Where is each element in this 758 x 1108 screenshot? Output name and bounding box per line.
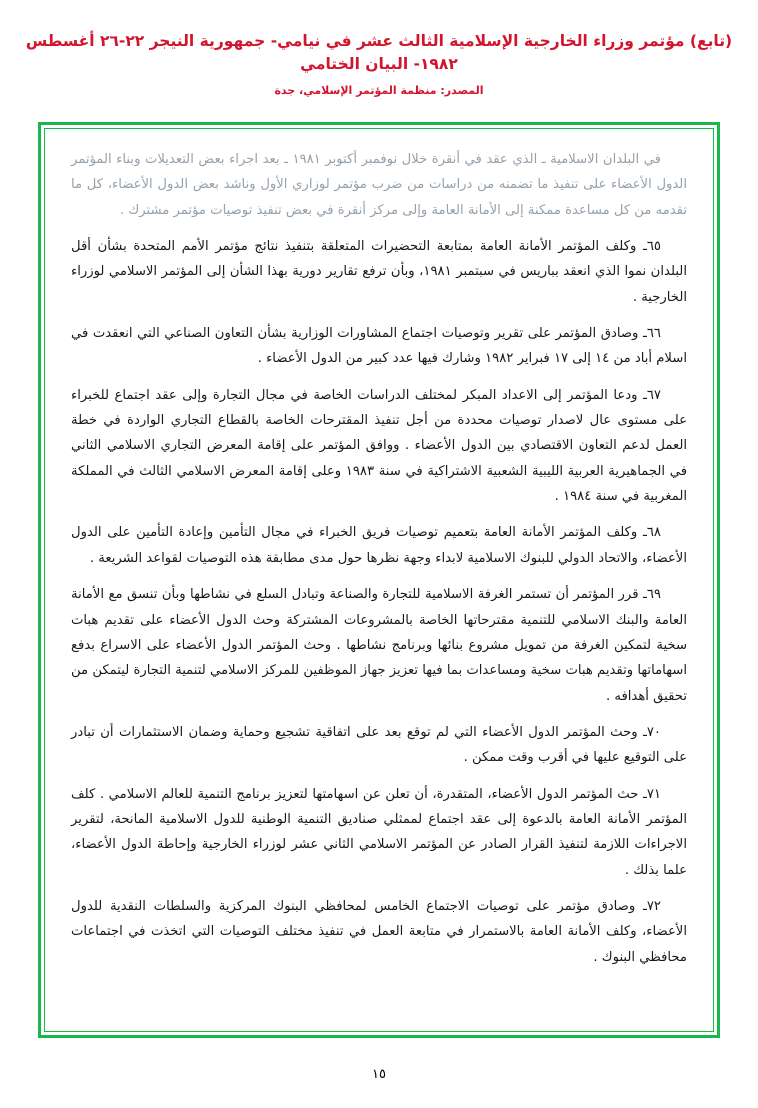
paragraph-71: ٧١ـ حث المؤتمر الدول الأعضاء، المتقدرة، أن تعلن عن اسهامتها لتعزيز برنامج التنمية للعالم الاسلامي . كلف المؤتمر الأمانة العامة بالدعوة إلى عقد اجتماع لممثلي صناديق التنمية الوطنية للدول الاسلامية المانحة، لتقرير الاجراءات اللازمة لتنفيذ القرار الصادر عن المؤتمر الاسلامي الثاني عشر لوزراء الخارجية وإحاطة الدول الأعضاء، علما بذلك . bbox=[71, 786, 687, 878]
source-line: المصدر: منظمة المؤتمر الإسلامي، جدة bbox=[274, 83, 484, 97]
content-frame-inner bbox=[44, 128, 714, 1032]
paragraph-67: ٦٧ـ ودعا المؤتمر إلى الاعداد المبكر لمختلف الدراسات الخاصة في مجال التجارة وإلى عقد اجتماع للخبراء على مستوى عال لاصدار توصيات محددة من أجل تنفيذ المقترحات الخاصة بالقطاع التجاري الواردة في خطة العمل لدعم التعاون الاقتصادي بين الدول الأعضاء . ووافق المؤتمر على إقامة المعرض التجاري الاسلامي الثاني في الجماهيرية العربية الليبية الشعبية الاشتراكية في سنة ١٩٨٣ وعلى إقامة المعرض الاسلامي الثالث في المملكة المغربية في سنة ١٩٨٤ . bbox=[71, 387, 687, 505]
paragraph-72: ٧٢ـ وصادق مؤتمر على توصيات الاجتماع الخامس لمحافظي البنوك المركزية والسلطات النقدية للدول الأعضاء، وكلف الأمانة العامة بالاستمرار في متابعة العمل في تنفيذ مختلف التوصيات التي اتخذت في اجتماعات محافظي البنوك . bbox=[71, 898, 687, 965]
paragraph-66: ٦٦ـ وصادق المؤتمر على تقرير وتوصيات اجتماع المشاورات الوزارية بشأن التعاون الصناعي التي انعقدت في اسلام أباد من ١٤ إلى ١٧ فبراير ١٩٨٢ وشارك فيها عدد كبير من الدول الأعضاء . bbox=[71, 326, 687, 367]
paragraph-faded-intro: في البلدان الاسلامية ـ الذي عقد في أنقرة خلال نوفمبر أكتوبر ١٩٨١ ـ بعد اجراء بعض التعديلات وبناء المؤتمر الدول الأعضاء على تنفيذ ما تضمنه من دراسات من ضرب مؤتمر لوزاري الأول وناشد بعض الدول الأعضاء، كل ما تقدمه من كل مساعدة ممكنة إلى الأمانة العامة وإلى مركز أنقرة في بعض تنفيذ توصيات مؤتمر مشترك . bbox=[71, 152, 687, 218]
paragraph-68: ٦٨ـ وكلف المؤتمر الأمانة العامة بتعميم توصيات فريق الخبراء في مجال التأمين وإعادة التأمين على الدول الأعضاء، والاتحاد الدولي للبنوك الاسلامية لابداء وجهة نظرها حول مدى مطابقة هذه التوصيات لقواعد الشريعة . bbox=[71, 525, 687, 566]
document-page bbox=[0, 30, 758, 1108]
document-header bbox=[0, 30, 758, 97]
page-title: (تابع) مؤتمر وزراء الخارجية الإسلامية الثالث عشر في نيامي- جمهورية النيجر ٢٢-٢٦ أغسطس ١٩٨٢- البيان الختامي bbox=[25, 32, 733, 74]
document-body bbox=[71, 147, 687, 970]
page-number: ١٥ bbox=[372, 1067, 386, 1082]
content-frame bbox=[38, 122, 720, 1038]
paragraph-70: ٧٠ـ وحث المؤتمر الدول الأعضاء التي لم توقع بعد على اتفاقية تشجيع وحماية وضمان الاستثمارات أن تبادر على التوقيع عليها في أقرب وقت ممكن . bbox=[71, 724, 687, 766]
paragraph-65: ٦٥ـ وكلف المؤتمر الأمانة العامة بمتابعة التحضيرات المتعلقة بتنفيذ نتائج مؤتمر الأمم المتحدة بشأن أقل البلدان نموا الذي انعقد بباريس في سبتمبر ١٩٨١، وبأن ترفع تقارير دورية بهذا الشأن إلى المؤتمر الاسلامي لوزراء الخارجية . bbox=[71, 239, 687, 305]
paragraph-69: ٦٩ـ قرر المؤتمر أن تستمر الغرفة الاسلامية للتجارة والصناعة وتبادل السلع في نشاطها وبأن تنسق مع الأمانة العامة والبنك الاسلامي للتنمية مقترحاتها الخاصة بالمشروعات المشتركة وحث الدول الأعضاء على تقديم هبات سخية لتمكين الغرفة من تمويل مشروع بنائها وبرنامج نشاطها . وحث المؤتمر الدول الأعضاء على الاسراع بدفع اسهاماتها وتقديم هبات سخية ومساعدات بما فيها تعزيز جهاز الموظفين للمركز الاسلامي لتنمية التجارة ليتمكن من تحقيق أهدافه . bbox=[71, 587, 687, 704]
